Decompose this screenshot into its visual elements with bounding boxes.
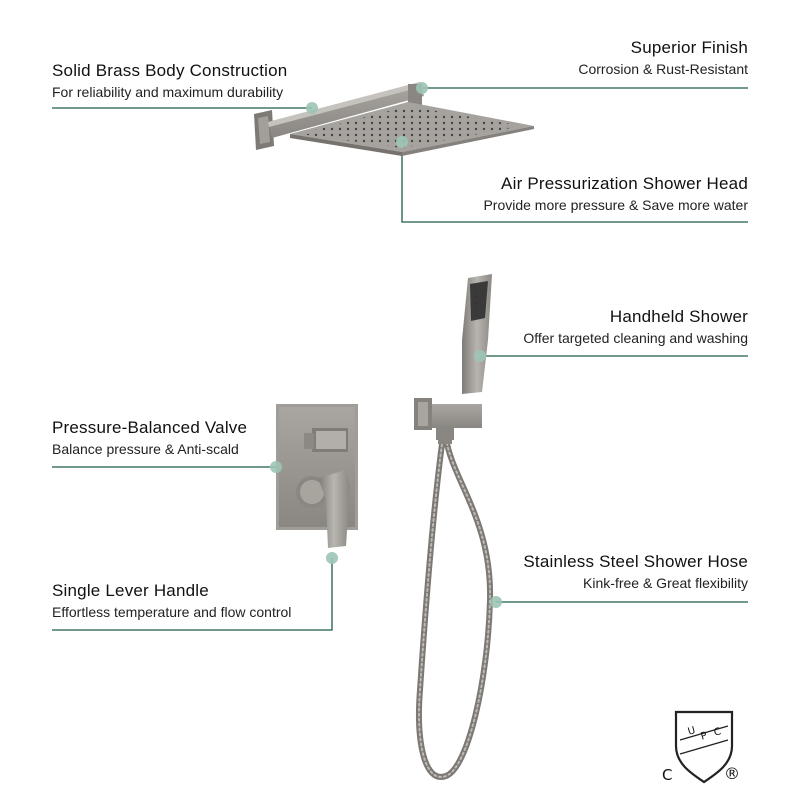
upc-letter-p: P [699,730,709,743]
upc-letter-u: U [686,725,697,738]
feature-title: Handheld Shower [609,307,748,326]
feature-title: Solid Brass Body Construction [52,61,288,80]
feature-subtitle: Offer targeted cleaning and washing [523,330,748,346]
feature-subtitle: For reliability and maximum durability [52,84,284,100]
callout-dot-air [396,136,408,148]
feature-title: Single Lever Handle [52,581,209,600]
feature-subtitle: Kink-free & Great flexibility [583,575,748,591]
upc-registered-mark: ® [724,764,740,783]
feature-handheld-shower [523,307,748,346]
feature-air-pressurization [483,174,748,213]
shower-hose [419,432,490,777]
feature-subtitle: Corrosion & Rust-Resistant [578,61,748,77]
valve-trim [276,404,358,548]
callout-dot-finish [416,82,428,94]
feature-brass-body [52,61,287,100]
feature-superior-finish [578,38,748,77]
feature-title: Air Pressurization Shower Head [501,174,748,193]
callout-dot-brass [306,102,318,114]
handheld-shower [462,274,492,394]
feature-shower-hose [523,552,748,591]
feature-lever-handle [52,581,291,620]
callout-lines [52,88,748,630]
upc-letter-c: C [712,726,723,739]
feature-pressure-valve [52,418,247,457]
feature-subtitle: Effortless temperature and flow control [52,604,292,620]
callout-dot-lever [326,552,338,564]
callout-dot-handheld [474,350,486,362]
feature-title: Superior Finish [630,38,748,57]
callout-dot-hose [490,596,502,608]
feature-title: Stainless Steel Shower Hose [523,552,748,571]
feature-subtitle: Provide more pressure & Save more water [483,197,748,213]
callout-dot-valve [270,461,282,473]
feature-subtitle: Balance pressure & Anti-scald [52,441,239,457]
feature-title: Pressure-Balanced Valve [52,418,248,437]
upc-left-mark: C [662,766,673,784]
